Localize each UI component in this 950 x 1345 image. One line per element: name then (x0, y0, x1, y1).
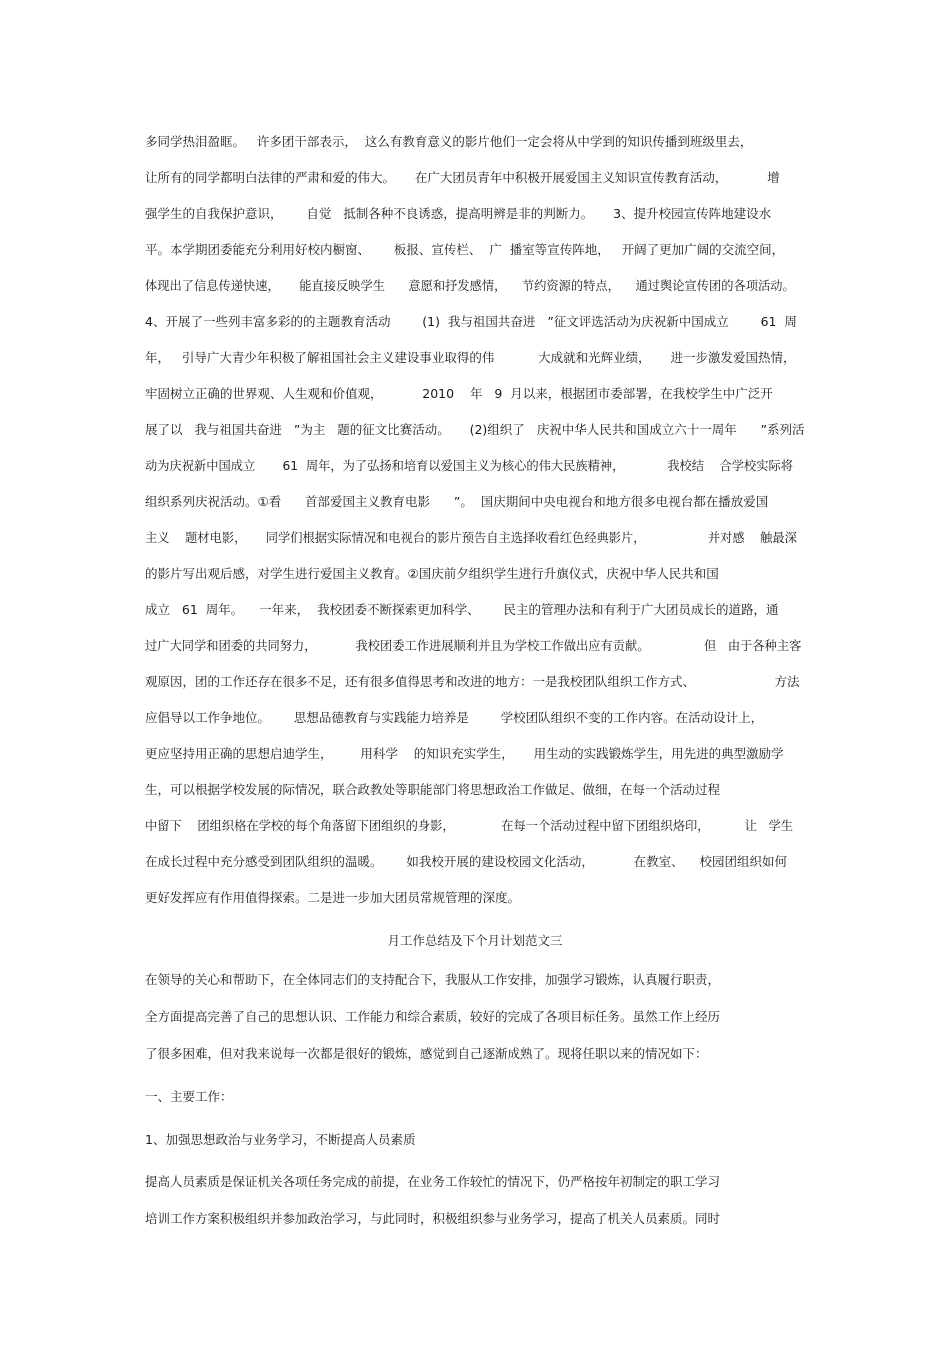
body-text-line: 主义 题材电影， 同学们根据实际情况和电视台的影片预告自主选择收看红色经典影片， 并对感 触最深 (145, 531, 797, 545)
body-text-line: 组织系列庆祝活动。①看 首部爱国主义教育电影 ”。 国庆期间中央电视台和地方很多电视台都在播放爱国 (145, 494, 769, 509)
section-title: 月工作总结及下个月计划范文三 (387, 933, 563, 948)
body-text-line: 提高人员素质是保证机关各项任务完成的前提，在业务工作较忙的情况下，仍严格按年初制定的职工学习 (145, 1174, 721, 1189)
body-text-line: 培训工作方案积极组织并参加政治学习，与此同时，积极组织参与业务学习，提高了机关人员素质。同时 (145, 1211, 721, 1226)
body-text-line: 4、开展了一些列丰富多彩的的主题教育活动 (1) 我与祖国共奋进 ”征文评选活动为庆祝新中国成立 61 周 (145, 314, 797, 329)
body-text-line: 多同学热泪盈眶。 许多团干部表示， 这么有教育意义的影片他们一定会将从中学到的知识传播到班级里去， (145, 134, 753, 149)
body-text-line: 强学生的自我保护意识， 自觉 抵制各种不良诱惑，提高明辨是非的判断力。 3、提升校园宣传阵地建设水 (145, 206, 772, 221)
body-text-line: 在领导的关心和帮助下，在全体同志们的支持配合下，我服从工作安排，加强学习锻炼，认真履行职责， (145, 972, 721, 987)
body-text-line: 平。本学期团委能充分利用好校内橱窗、 板报、宣传栏、 广 播室等宣传阵地， 开阔了更加广阔的交流空间， (145, 242, 785, 257)
body-text-line: 展了以 我与祖国共奋进 ”为主 题的征文比赛活动。 (2)组织了 庆祝中华人民共和国成立六十一周年 ”系列活 (145, 422, 805, 437)
body-text-line: 应倡导以工作争地位。 思想品德教育与实践能力培养是 学校团队组织不变的工作内容。在活动设计上， (145, 710, 764, 725)
subsection-heading: 1、加强思想政治与业务学习，不断提高人员素质 (145, 1132, 416, 1147)
body-text-line: 在成长过程中充分感受到团队组织的温暖。 如我校开展的建设校园文化活动， 在教室、 校园团组织如何 (145, 854, 787, 869)
body-text-line: 动为庆祝新中国成立 61 周年，为了弘扬和培育以爱国主义为核心的伟大民族精神， 我校结 合学校实际将 (145, 459, 794, 473)
body-text-line: 更应坚持用正确的思想启迪学生， 用科学 的知识充实学生， 用生动的实践锻炼学生，用先进的典型激励学 (145, 746, 784, 761)
body-text-line: 全方面提高完善了自己的思想认识、工作能力和综合素质，较好的完成了各项目标任务。虽然工作上经历 (145, 1009, 721, 1024)
body-text-line: 中留下 团组织格在学校的每个角落留下团组织的身影， 在每一个活动过程中留下团组织烙印， 让 学生 (145, 819, 794, 833)
body-text-line: 更好发挥应有作用值得探索。二是进一步加大团员常规管理的深度。 (145, 890, 521, 905)
body-text-line: 成立 61 周年。 一年来， 我校团委不断探索更加科学、 民主的管理办法和有利于广大团员成长的道路，通 (145, 602, 779, 617)
body-text-line: 年， 引导广大青少年积极了解祖国社会主义建设事业取得的伟 大成就和光辉业绩， 进一步激发爱国热情， (145, 350, 796, 365)
body-text-line: 过广大同学和团委的共同努力， 我校团委工作进展顺利并且为学校工作做出应有贡献。 但 由于各种主客 (145, 639, 802, 653)
body-text-line: 牢固树立正确的世界观、人生观和价值观， 2010 年 9 月以来，根据团市委部署，在我校学生中广泛开 (145, 386, 773, 401)
body-text-line: 的影片写出观后感，对学生进行爱国主义教育。②国庆前夕组织学生进行升旗仪式，庆祝中华人民共和国 (145, 566, 719, 581)
body-text-line: 了很多困难，但对我来说每一次都是很好的锻炼，感觉到自己逐渐成熟了。现将任职以来的情况如下： (145, 1046, 708, 1061)
body-text-line: 体现出了信息传递快速， 能直接反映学生 意愿和抒发感情， 节约资源的特点， 通过舆论宣传团的各项活动。 (145, 279, 795, 293)
section-heading: 一、主要工作： (145, 1089, 233, 1104)
body-text-line: 让所有的同学都明白法律的严肃和爱的伟大。 在广大团员青年中积极开展爱国主义知识宣传教育活动， 增 (145, 170, 780, 185)
body-text-line: 观原因，团的工作还存在很多不足，还有很多值得思考和改进的地方：一是我校团队组织工作方式、 方法 (145, 674, 800, 689)
body-text-line: 生，可以根据学校发展的际情况，联合政教处等职能部门将思想政治工作做足、做细，在每一个活动过程 (145, 782, 721, 797)
